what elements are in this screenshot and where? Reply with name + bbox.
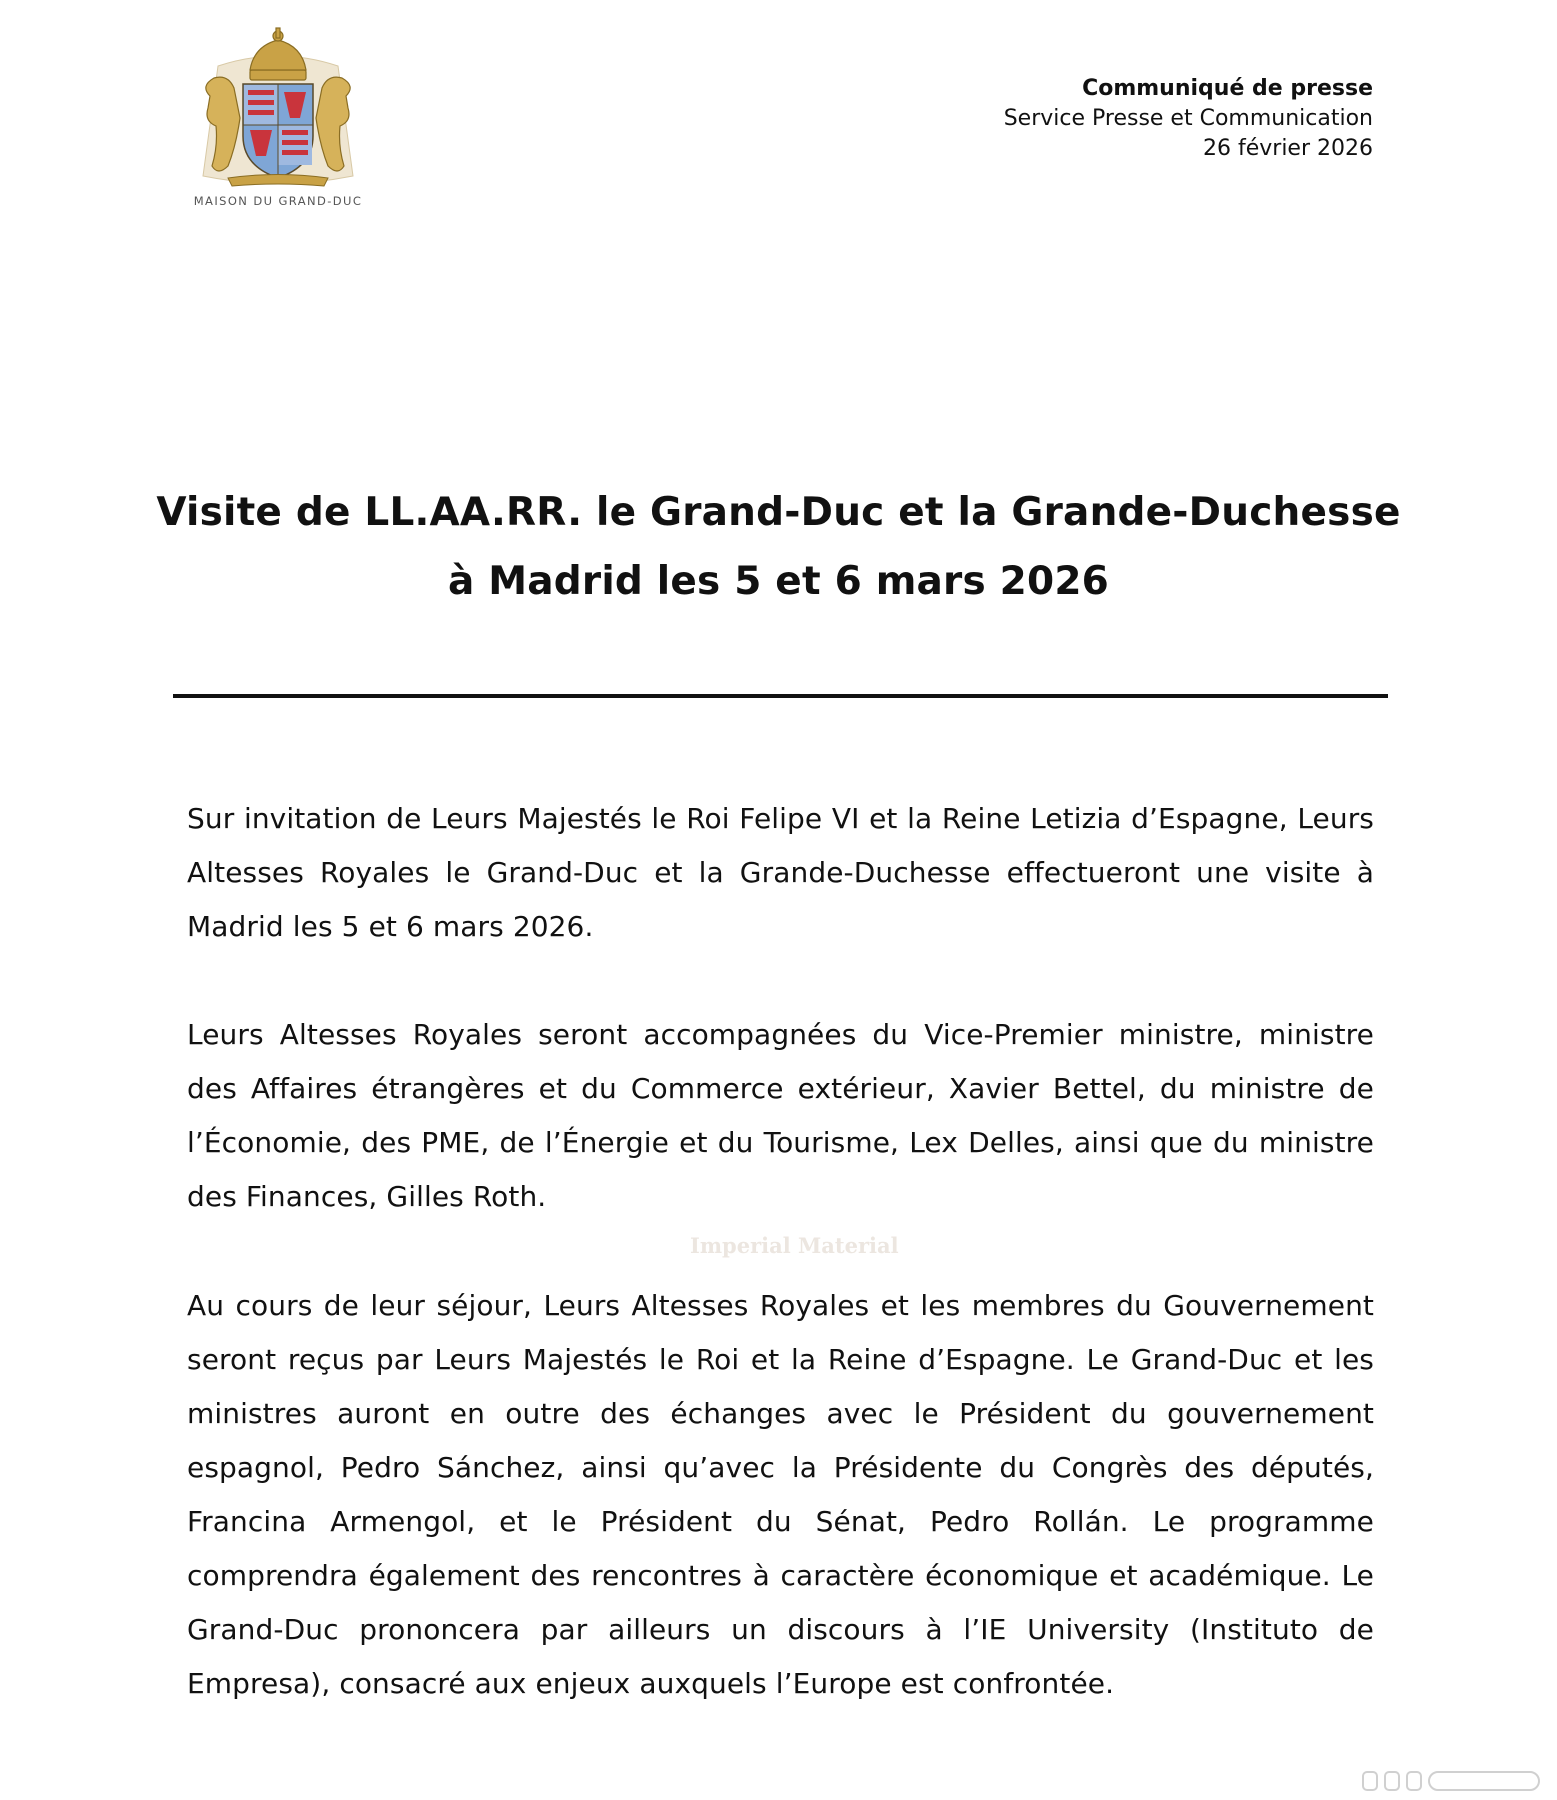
title-line-1: Visite de LL.AA.RR. le Grand-Duc et la Grande-Duchesse xyxy=(156,490,1401,535)
paragraph-3: Au cours de leur séjour, Leurs Altesses Royales et les membres du Gouvernement seront reçus par Leurs Majestés le Roi et la Reine d’Espagne. Le Grand-Duc et les ministres auront en outre des échanges avec le Président du gouvernement espagnol, Pedro Sánchez, ainsi qu’avec la Présidente du Congrès des députés, Francina Armengol, et le Président du Sénat, Pedro Rollán. Le programme comprendra également des rencontres à caractère économique et académique. Le Grand-Duc prononcera par ailleurs un discours à l’IE University (Instituto de Empresa), consacré aux enjeux auxquels l’Europe est confrontée. xyxy=(187,1289,1374,1700)
coat-of-arms-logo xyxy=(188,26,368,211)
release-date: 26 février 2026 xyxy=(1202,136,1373,161)
page-title xyxy=(150,478,1407,616)
press-release-header xyxy=(1004,74,1373,164)
logo-caption: MAISON DU GRAND-DUC xyxy=(193,194,363,208)
paragraph-2: Leurs Altesses Royales seront accompagnées du Vice-Premier ministre, ministre des Affaires étrangères et du Commerce extérieur, Xavier Bettel, du ministre de l’Économie, des PME, de l’Énergie et du Tourisme, Lex Delles, ainsi que du ministre des Finances, Gilles Roth. xyxy=(187,1018,1374,1213)
document-type: Communiqué de presse xyxy=(1082,76,1373,101)
coat-of-arms-icon xyxy=(188,26,368,191)
watermark: Imperial Material xyxy=(690,1233,899,1258)
paragraph-1: Sur invitation de Leurs Majestés le Roi Felipe VI et la Reine Letizia d’Espagne, Leurs Altesses Royales le Grand-Duc et la Grande-Duchesse effectueront une visite à Madrid les 5 et 6 mars 2026. xyxy=(187,802,1374,943)
title-line-2: à Madrid les 5 et 6 mars 2026 xyxy=(447,559,1110,604)
corner-marks-icon xyxy=(1359,1766,1549,1796)
title-divider xyxy=(173,694,1388,698)
issuing-service: Service Presse et Communication xyxy=(1003,106,1373,131)
